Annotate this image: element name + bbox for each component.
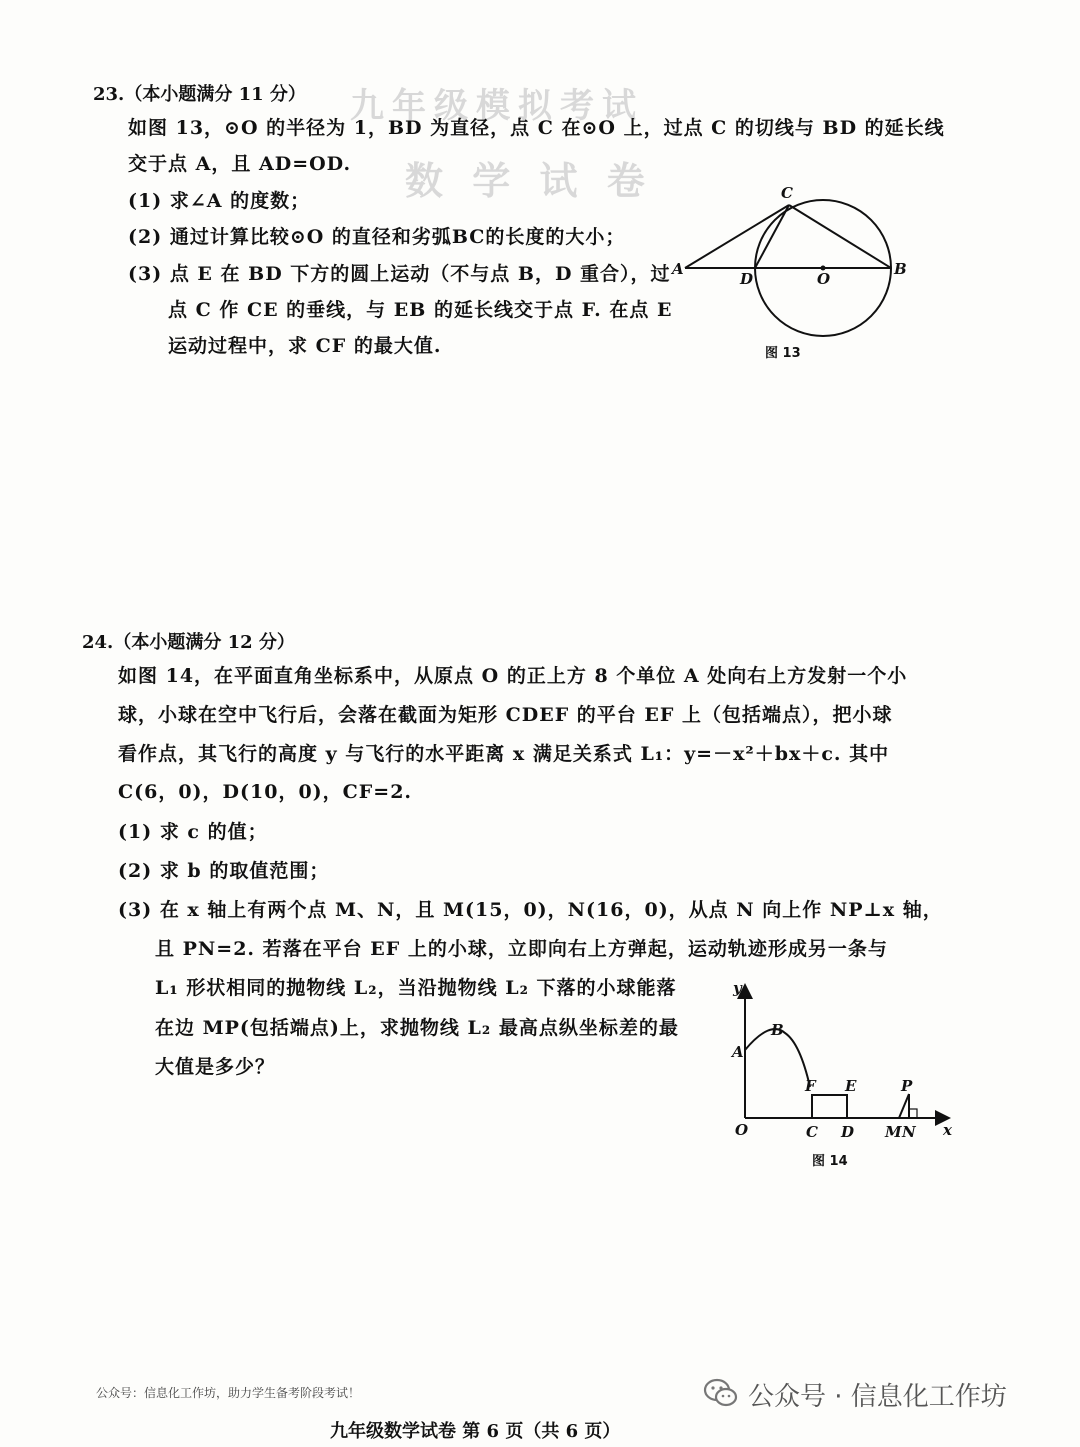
tangent-ac xyxy=(685,205,789,268)
q24-part-3: (3) 在 x 轴上有两个点 M、N，且 M(15，0)，N(16，0)，从点 N 向上作 NP⊥x 轴， xyxy=(118,899,943,921)
label-m: M xyxy=(885,1123,902,1141)
q24-line-4: C(6，0)，D(10，0)，CF=2. xyxy=(118,781,413,803)
q24-part-2: (2) 求 b 的取值范围； xyxy=(118,860,330,882)
q23-header: 23.（本小题满分 11 分） xyxy=(93,84,306,105)
label-c: C xyxy=(806,1123,818,1141)
q24-part-3-cont-1: 且 PN=2. 若落在平台 EF 上的小球，立即向右上方弹起，运动轨迹形成另一条与 xyxy=(155,938,888,960)
label-o: O xyxy=(817,270,831,288)
label-n: N xyxy=(902,1123,916,1141)
label-a: A xyxy=(672,260,684,278)
q24-line-3: 看作点，其飞行的高度 y 与飞行的水平距离 x 满足关系式 L₁：y=－x²＋bx＋c. 其中 xyxy=(118,743,890,765)
q24-line-2: 球，小球在空中飞行后，会落在截面为矩形 CDEF 的平台 EF 上（包括端点），把小球 xyxy=(118,704,893,726)
q23-part-3: (3) 点 E 在 BD 下方的圆上运动（不与点 B，D 重合），过 xyxy=(128,263,671,285)
chord-cb xyxy=(789,205,891,268)
q24-part-3-cont-2: L₁ 形状相同的抛物线 L₂，当沿抛物线 L₂ 下落的小球能落 xyxy=(155,977,677,999)
segment-mp xyxy=(899,1094,909,1118)
label-f: F xyxy=(805,1077,816,1095)
q23-part-2: (2) 通过计算比较⊙O 的直径和劣弧BC的长度的大小； xyxy=(128,226,626,248)
ghost-title: 九年级模拟考试 xyxy=(350,86,644,126)
ghost-subtitle: 数 学 试 卷 xyxy=(405,158,653,203)
label-o: O xyxy=(735,1121,749,1139)
q23-line-1: 如图 13，⊙O 的半径为 1，BD 为直径，点 C 在⊙O 上，过点 C 的切线与 BD 的延长线 xyxy=(128,117,945,139)
q23-part-1: (1) 求∠A 的度数； xyxy=(128,190,311,212)
q24-part-3-cont-4: 大值是多少？ xyxy=(155,1056,276,1078)
footer-note: 公众号：信息化工作坊，助力学生备考阶段考试！ xyxy=(96,1386,361,1400)
label-p: P xyxy=(901,1077,913,1095)
q24-header: 24.（本小题满分 12 分） xyxy=(82,632,295,653)
label-b: B xyxy=(771,1021,784,1039)
label-e: E xyxy=(845,1077,857,1095)
q24-part-3-cont-3: 在边 MP(包括端点)上，求抛物线 L₂ 最高点纵坐标差的最 xyxy=(155,1017,679,1039)
platform-cdef xyxy=(812,1095,847,1118)
label-c: C xyxy=(781,184,793,202)
figure-14 xyxy=(725,975,955,1145)
label-a: A xyxy=(732,1043,744,1061)
q24-part-1: (1) 求 c 的值； xyxy=(118,821,268,843)
figure-14-caption: 图 14 xyxy=(812,1154,848,1169)
label-d: D xyxy=(740,270,754,288)
label-x: x xyxy=(943,1121,952,1139)
q23-part-3-cont-1: 点 C 作 CE 的垂线，与 EB 的延长线交于点 F. 在点 E xyxy=(168,299,673,321)
wechat-icon xyxy=(703,1375,739,1411)
right-angle-mark xyxy=(909,1109,917,1118)
label-y: y xyxy=(733,979,742,997)
q24-line-1: 如图 14，在平面直角坐标系中，从原点 O 的正上方 8 个单位 A 处向右上方发射一个小 xyxy=(118,665,908,687)
q23-part-3-cont-2: 运动过程中，求 CF 的最大值. xyxy=(168,335,442,357)
label-b: B xyxy=(894,260,907,278)
brand-text: 公众号 · 信息化工作坊 xyxy=(748,1382,1007,1412)
figure-13-caption: 图 13 xyxy=(765,346,801,361)
q23-line-2: 交于点 A，且 AD=OD. xyxy=(128,153,352,175)
label-d: D xyxy=(841,1123,855,1141)
page-footer: 九年级数学试卷 第 6 页（共 6 页） xyxy=(330,1421,621,1442)
